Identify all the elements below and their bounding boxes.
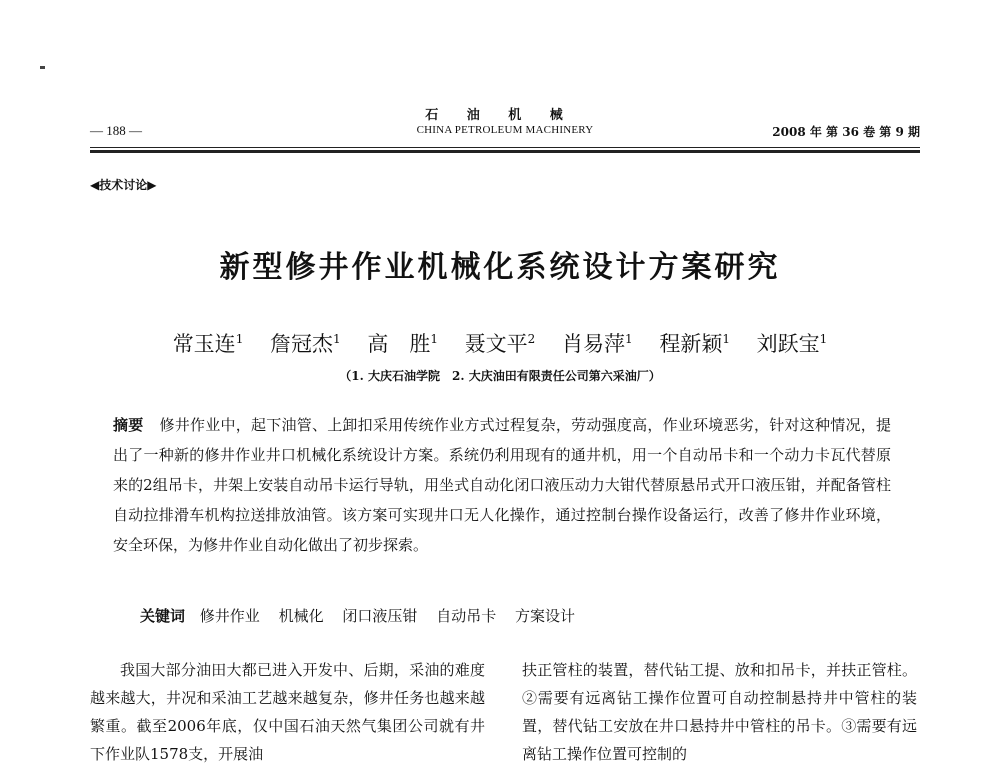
scan-speck: [40, 66, 45, 69]
affiliations: （1. 大庆石油学院 2. 大庆油田有限责任公司第六采油厂）: [339, 369, 661, 383]
paper-title: 新型修井作业机械化系统设计方案研究: [219, 250, 781, 285]
keyword: 机械化: [278, 607, 324, 625]
section-tag: ◀技术讨论▶: [90, 178, 157, 192]
journal-name-en: CHINA PETROLEUM MACHINERY: [416, 124, 594, 136]
keyword: 修井作业: [199, 607, 260, 625]
issue-info: 2008 年 第 36 卷 第 9 期: [772, 125, 920, 139]
author: 詹冠杰$^1$: [270, 332, 341, 356]
abstract-label: 摘要: [113, 416, 144, 434]
keywords: [140, 605, 589, 626]
author-list: [100, 328, 900, 358]
author: 肖易萍$^1$: [562, 332, 633, 356]
author: 程新颖$^1$: [659, 332, 730, 356]
body-column-right: 扶正管柱的装置，替代钻工提、放和扣吊卡，并扶正管柱。②需要有远离钻工操作位置可自动控制悬持井中管柱的装置，替代钻工安放在井口悬持井中管柱的吊卡。③需要有远离钻工操作位置可控制的: [522, 661, 917, 763]
header-rule-thin: [90, 147, 920, 148]
page-number: — 188 —: [90, 123, 142, 138]
abstract: [113, 410, 891, 560]
author: 高 胜$^1$: [367, 332, 438, 356]
author: 常玉连$^1$: [172, 332, 244, 356]
keywords-label: 关键词: [140, 607, 186, 625]
author: 聂文平$^2$: [464, 332, 536, 356]
body-column-left: 我国大部分油田大都已进入开发中、后期，采油的难度越来越大，井况和采油工艺越来越复杂，修井任务也越来越繁重。截至2006年底，仅中国石油天然气集团公司就有井下作业队1578支，开展油: [90, 661, 485, 763]
keyword: 方案设计: [514, 607, 575, 625]
journal-name-cn: 石 油 机 械: [425, 108, 575, 123]
keyword: 自动吊卡: [436, 607, 497, 625]
abstract-text: 修井作业中，起下油管、上卸扣采用传统作业方式过程复杂，劳动强度高，作业环境恶劣，针对这种情况，提出了一种新的修井作业井口机械化系统设计方案。系统仍利用现有的通井机，用一个自动吊卡和一个动力卡瓦代替原来的2组吊卡，井架上安装自动吊卡运行导轨，用坐式自动化闭口液压动力大钳代替原悬吊式开口液压钳，并配备管柱自动拉排滑车机构拉送排放油管。该方案可实现井口无人化操作，通过控制台操作设备运行，改善了修井作业环境，安全环保，为修井作业自动化做出了初步探索。: [113, 416, 891, 554]
header-rule-thick: [90, 150, 920, 153]
author: 刘跃宝$^1$: [756, 332, 828, 356]
keyword: 闭口液压钳: [342, 607, 418, 625]
